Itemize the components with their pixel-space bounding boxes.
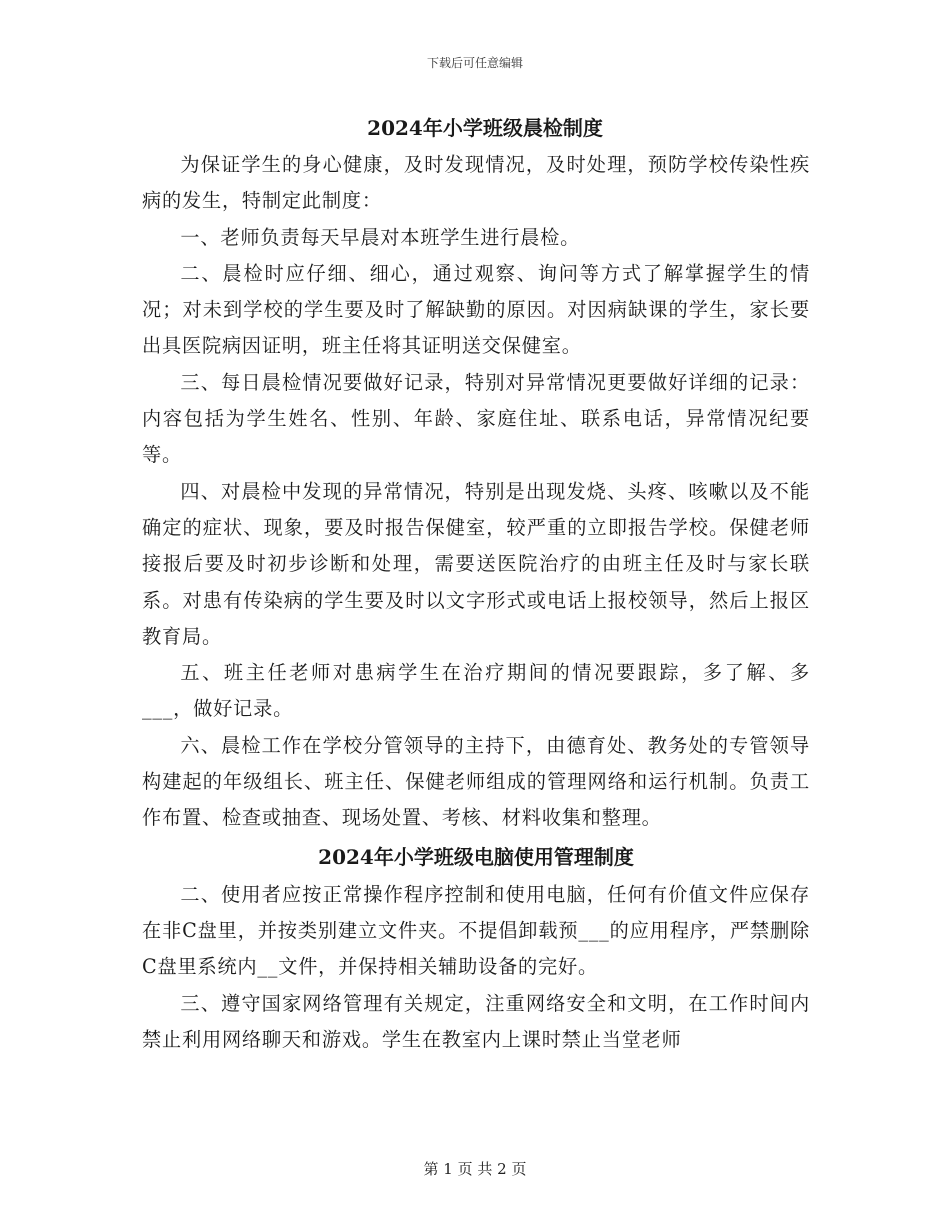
doc1-paragraph-5: 五、班主任老师对患病学生在治疗期间的情况要跟踪，多了解、多___，做好记录。 [142,661,810,721]
page-number: 第 1 页 共 2 页 [423,1160,527,1178]
doc1-paragraph-1: 一、老师负责每天早晨对本班学生进行晨检。 [180,225,581,249]
document-body [142,110,810,1058]
header-note: 下载后可任意编辑 [426,56,523,70]
doc1-paragraph-intro: 为保证学生的身心健康，及时发现情况，及时处理，预防学校传染性疾病的发生，特制定此制度： [142,153,810,213]
doc1-paragraph-3: 三、每日晨检情况要做好记录，特别对异常情况更要做好详细的记录：内容包括为学生姓名、性别、年龄、家庭住址、联系电话，异常情况纪要等。 [142,370,810,467]
doc2-paragraph-3: 三、遵守国家网络管理有关规定，注重网络安全和文明，在工作时间内禁止利用网络聊天和游戏。学生在教室内上课时禁止当堂老师 [142,991,810,1051]
doc1-paragraph-2: 二、晨检时应仔细、细心，通过观察、询问等方式了解掌握学生的情况；对未到学校的学生要及时了解缺勤的原因。对因病缺课的学生，家长要出具医院病因证明，班主任将其证明送交保健室。 [142,261,810,358]
doc2-title: 2024年小学班级电脑使用管理制度 [318,844,634,869]
doc2-paragraph-2: 二、使用者应按正常操作程序控制和使用电脑，任何有价值文件应保存在非C盘里，并按类别建立文件夹。不提倡卸载预___的应用程序，严禁删除C盘里系统内__文件，并保持相关辅助设备的完好。 [142,882,810,979]
doc1-title: 2024年小学班级晨检制度 [367,116,603,140]
doc1-paragraph-4: 四、对晨检中发现的异常情况，特别是出现发烧、头疼、咳嗽以及不能确定的症状、现象，要及时报告保健室，较严重的立即报告学校。保健老师接报后要及时初步诊断和处理，需要送医院治疗的由班主任及时与家长联系。对患有传染病的学生要及时以文字形式或电话上报校领导，然后上报区教育局。 [142,479,810,648]
doc1-paragraph-6: 六、晨检工作在学校分管领导的主持下，由德育处、教务处的专管领导构建起的年级组长、班主任、保健老师组成的管理网络和运行机制。负责工作布置、检查或抽查、现场处置、考核、材料收集和整理。 [142,733,810,830]
